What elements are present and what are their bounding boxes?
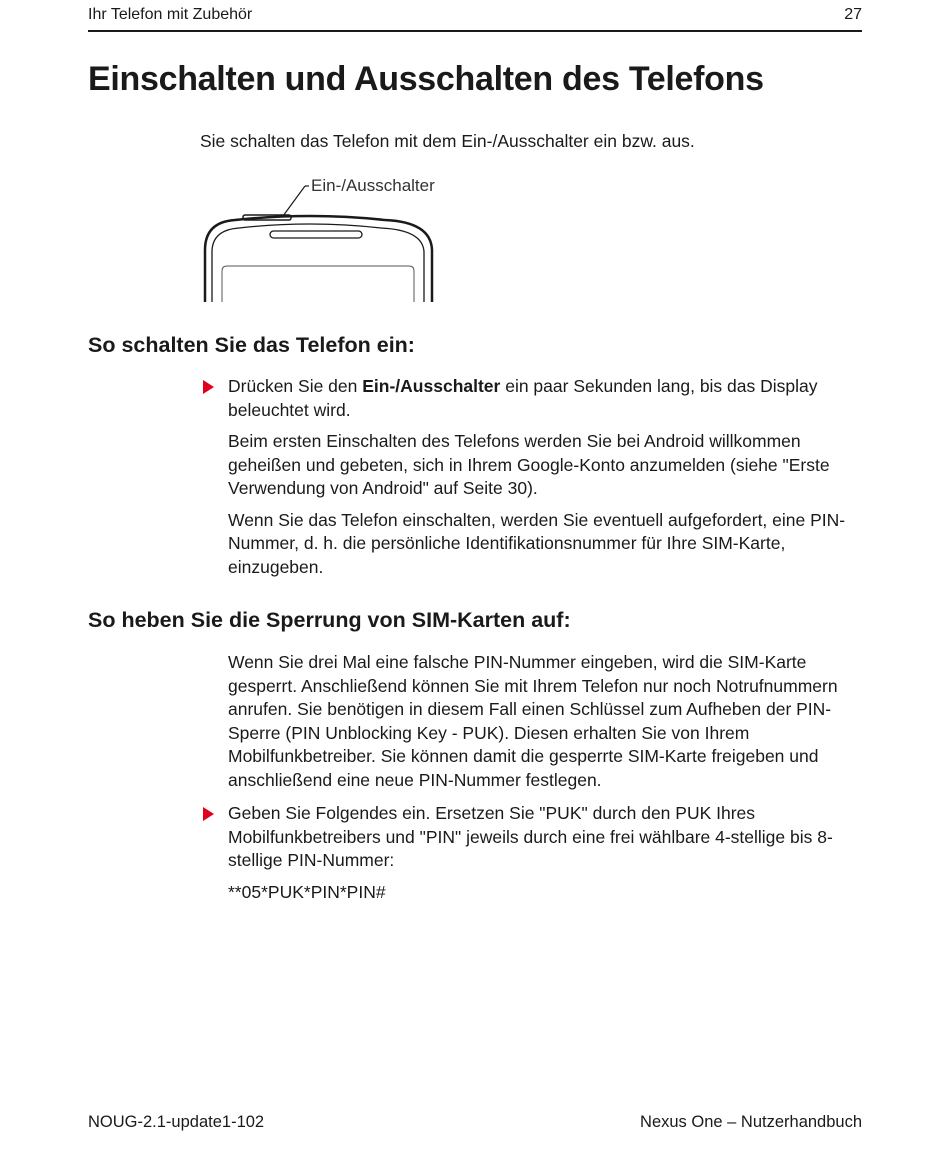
power-on-instructions [228,375,853,579]
step-text-suffix: ein paar Sekunden lang, bis das Display beleuchtet wird. [228,376,818,420]
power-button-callout: Ein-/Ausschalter [311,176,435,195]
puk-explanation-paragraph: Wenn Sie drei Mal eine falsche PIN-Nummer eingeben, wird die SIM-Karte gesperrt. Anschließend können Sie mit Ihrem Telefon nur noch Notrufnummern anrufen. Sie benötigen in diesem Fall einen Schlüssel zum Aufheben der PIN-Sperre (PIN Unblocking Key - PUK). Diesen erhalten Sie von Ihrem Mobilfunkbetreiber. Sie können damit die gesperrte SIM-Karte freigeben und anschließend eine neue PIN-Nummer festlegen. [228,652,838,790]
section-heading-sim-unlock: So heben Sie die Sperrung von SIM-Karten auf: [88,608,571,632]
bullet-arrow-icon [203,380,214,394]
page-header [88,4,862,32]
section-heading-power-on: So schalten Sie das Telefon ein: [88,333,415,357]
page-number: 27 [844,6,862,23]
pin-prompt-paragraph: Wenn Sie das Telefon einschalten, werden Sie eventuell aufgefordert, eine PIN-Nummer, d. h. die persönliche Identifikationsnummer für Ihre SIM-Karte, einzugeben. [228,509,846,577]
phone-illustration [195,170,455,302]
power-on-step [228,375,853,422]
android-welcome-paragraph: Beim ersten Einschalten des Telefons werden Sie bei Android willkommen geheißen und gebeten, sich in Ihrem Google-Konto anzumelden (siehe "Erste Verwendung von Android" auf Seite 30). [228,431,830,498]
puk-entry-step: Geben Sie Folgendes ein. Ersetzen Sie "PUK" durch den PUK Ihres Mobilfunkbetreibers und "PIN" jeweils durch eine frei wählbare 4-stellige bis 8-stellige PIN-Nummer: [228,803,833,870]
header-section-title: Ihr Telefon mit Zubehör [88,6,253,23]
sim-unlock-content [228,651,853,904]
step-text-prefix: Drücken Sie den [228,376,363,396]
page-title: Einschalten und Ausschalten des Telefons [88,60,764,98]
footer-manual-title: Nexus One – Nutzerhandbuch [640,1113,862,1131]
footer-doc-id: NOUG-2.1-update1-102 [88,1113,265,1131]
bullet-arrow-icon [203,807,214,821]
intro-text: Sie schalten das Telefon mit dem Ein-/Ausschalter ein bzw. aus. [200,131,695,151]
puk-code: **05*PUK*PIN*PIN# [228,881,386,902]
power-button-label: Ein-/Ausschalter [362,376,501,396]
